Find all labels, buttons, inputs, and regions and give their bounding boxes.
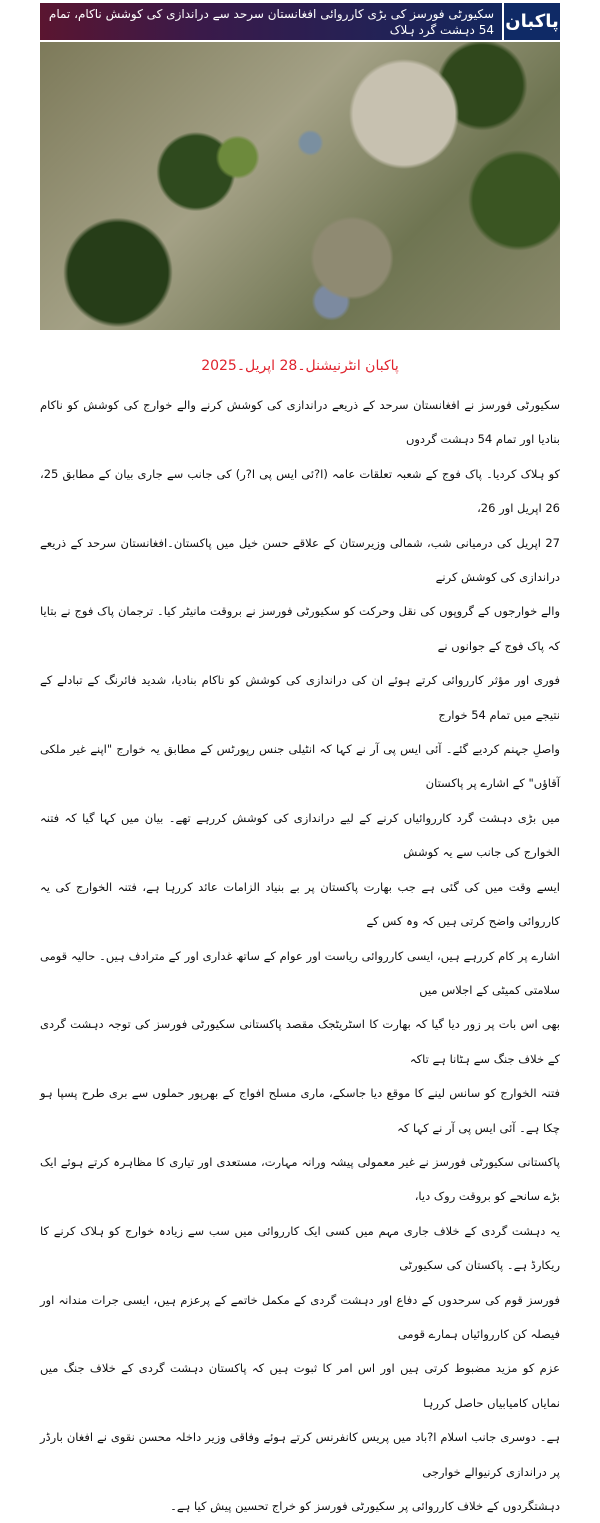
article-line: والے خوارجوں کے گروپوں کی نقل وحرکت کو سکیورٹی فورسز نے بروقت مانیٹر کیا۔ ترجمان پاک فوج نے بتایا کہ پاک فوج کے جوانوں نے [40,604,560,653]
article-line: عزم کو مزید مضبوط کرتی ہیں اور اس امر کا ثبوت ہیں کہ پاکستان دہشت گردی کے خلاف جنگ میں نمایاں کامیابیاں حاصل کررہا [40,1361,560,1410]
article-line: اشارے پر کام کررہے ہیں، ایسی کارروائی ریاست اور عوام کے ساتھ غداری اور کے مترادف ہیں۔ حالیہ قومی سلامتی کمیٹی کے اجلاس میں [40,948,560,997]
article-line: میں بڑی دہشت گرد کارروائیاں کرنے کے لیے دراندازی کی کوشش کررہے تھے۔ بیان میں کہا گیا کہ فتنہ الخوارج کی جانب سے یہ کوشش [40,810,560,860]
article-line: ایسے وقت میں کی گئی ہے جب بھارت پاکستان پر بے بنیاد الزامات عائد کررہا ہے، فتنہ الخوارج کی یہ کارروائی واضح کرتی ہیں کہ وہ کس کے [40,879,560,929]
article-line: 27 اپریل کی درمیانی شب، شمالی وزیرستان کے علاقے حسن خیل میں پاکستان۔افغانستان سرحد کے ذریعے دراندازی کی کوشش کرنے [40,535,560,585]
article-line: بھی اس بات پر زور دیا گیا کہ بھارت کا اسٹریٹجک مقصد پاکستانی سکیورٹی فورسز کی توجہ دہشت گردی کے خلاف جنگ سے ہٹانا ہے تاکہ [40,1017,560,1066]
article-line: دہشتگردوں کے خلاف کارروائی پر سکیورٹی فورسز کو خراج تحسین پیش کیا ہے۔ [170,1499,560,1513]
dateline: پاکبان انٹرنیشنل۔28 اپریل۔2025 [201,358,399,374]
article-line: سکیورٹی فورسز نے افغانستان سرحد کے ذریعے دراندازی کی کوشش کرنے والے خوارج کی کوشش کو ناکام بنادیا اور تمام 54 دہشت گردوں [40,398,560,447]
article-line: یہ دہشت گردی کے خلاف جاری مہم میں کسی ایک کارروائی میں سب سے زیادہ خوارج کو ہلاک کرنے کا ریکارڈ ہے۔ پاکستان کی سکیورٹی [40,1223,560,1273]
article-line: فتنہ الخوارج کو سانس لینے کا موقع دیا جاسکے، ماری مسلح افواج کے بھرپور حملوں سے بری طرح پسپا ہو چکا ہے۔ آئی ایس پی آر نے کہا کہ [40,1086,560,1135]
article-line: فوری اور مؤثر کارروائی کرتے ہوئے ان کی دراندازی کی کوشش کو ناکام بنادیا، شدید فائرنگ کے تبادلے کے نتیجے میں تمام 54 خوارج [40,673,560,722]
headline-text: سکیورٹی فورسز کی بڑی کارروائی افغانستان سرحد سے دراندازی کی کوشش ناکام، تمام 54 دہشت گرد ہلاک [40,3,502,40]
article-body [40,388,560,1523]
article-photo [40,42,560,330]
article-line: واصلِ جہنم کردیے گئے۔ آئی ایس پی آر نے کہا کہ انٹیلی جنس رپورٹس کے مطابق یہ خوارج "اپنے غیر ملکی آقاؤں" کے اشارے پر پاکستان [40,742,560,791]
article-line: کو ہلاک کردیا۔ پاک فوج کے شعبہ تعلقات عامہ (ا?ئی ایس پی ا?ر) کی جانب سے جاری بیان کے مطابق 25، 26 اپریل اور 26، [40,466,560,516]
headline-banner [40,3,560,40]
article-line: پاکستانی سکیورٹی فورسز نے غیر معمولی پیشہ ورانہ مہارت، مستعدی اور تیاری کا مظاہرہ کرتے ہوئے ایک بڑے سانحے کو بروقت روک دیا، [40,1154,560,1204]
brand-logo: پاکبان [502,3,560,40]
article-line: فورسز قوم کی سرحدوں کے دفاع اور دہشت گردی کے مکمل خاتمے کے پرعزم ہیں، ایسی جرات مندانہ اور فیصلہ کن کارروائیاں ہمارے قومی [40,1292,560,1341]
article-line: ہے۔ دوسری جانب اسلام ا?باد میں پریس کانفرنس کرتے ہوئے وفاقی وزیر داخلہ محسن نقوی نے افغان بارڈر پر دراندازی کرنیوالے خوارجی [40,1430,560,1479]
